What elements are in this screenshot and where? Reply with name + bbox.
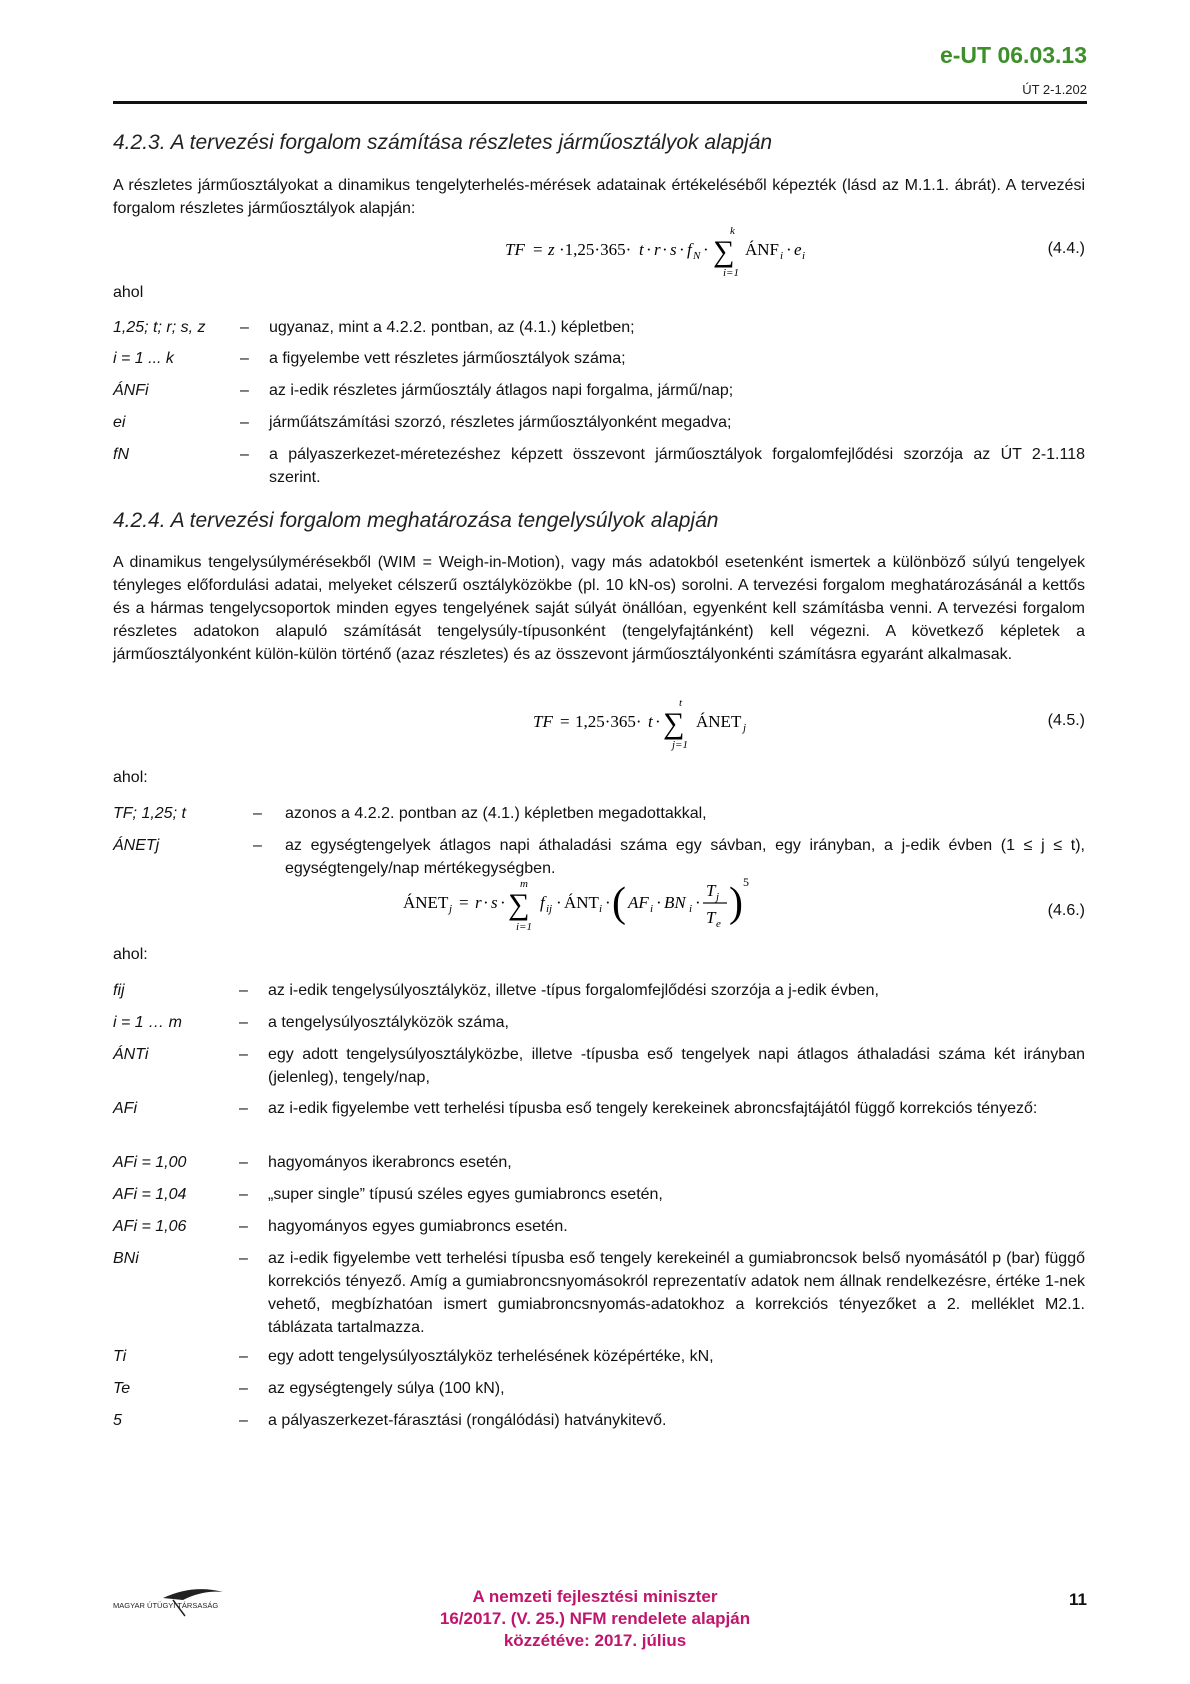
definition-text: az i-edik tengelysúlyosztályköz, illetve -típus forgalomfejlődési szorzója a j-edik évben, xyxy=(268,982,879,999)
svg-text:∑: ∑ xyxy=(713,235,735,268)
svg-text:t: t xyxy=(648,712,653,731)
definition-symbol: ei xyxy=(113,414,126,431)
svg-text:j: j xyxy=(449,903,453,915)
svg-text:BN: BN xyxy=(664,893,686,912)
definition-text: az i-edik részletes járműosztály átlagos napi forgalma, jármű/nap; xyxy=(269,382,734,399)
equation-number-4-4: (4.4.) xyxy=(1047,240,1085,257)
definition-text: az egységtengelyek átlagos napi áthaladási száma egy sávban, egy irányban, a j-edik évben (1 ≤ j ≤ t), egységtengely/nap mértékegységben. xyxy=(285,837,1085,877)
definition-symbol: AFi = 1,00 xyxy=(113,1154,187,1171)
equation-4-5 xyxy=(113,696,1085,766)
svg-text:·: · xyxy=(679,240,685,259)
equation-number-4-5: (4.5.) xyxy=(1047,712,1085,729)
svg-text:·: · xyxy=(556,893,562,912)
svg-text:j: j xyxy=(743,722,747,734)
header-rule xyxy=(113,101,1087,104)
svg-text:k: k xyxy=(730,225,735,237)
svg-text:e: e xyxy=(716,918,721,930)
svg-text:·: · xyxy=(786,240,792,259)
svg-text:5: 5 xyxy=(743,875,749,889)
where-label: ahol: xyxy=(113,769,148,786)
definition-symbol: 1,25; t; r; s, z xyxy=(113,319,206,336)
svg-text:m: m xyxy=(520,878,528,890)
where-label: ahol xyxy=(113,284,144,301)
svg-text:=: = xyxy=(459,893,469,912)
where-label: ahol: xyxy=(113,946,148,963)
svg-text:·: · xyxy=(703,240,709,259)
svg-text:·: · xyxy=(605,893,611,912)
svg-text:T: T xyxy=(706,908,716,927)
definition-symbol: ÁNTi xyxy=(113,1046,149,1063)
footer-publication-note: A nemzeti fejlesztési miniszter 16/2017. (V. 25.) NFM rendelete alapján közzétéve: 2017. július xyxy=(439,1587,751,1650)
definition-text: egy adott tengelysúlyosztályközbe, illetve -típusba eső tengelyek napi átlagos áthaladási száma két irányban (jelenleg), tengely/nap, xyxy=(268,1046,1085,1086)
svg-text:r: r xyxy=(475,893,482,912)
svg-text:ÁNF: ÁNF xyxy=(745,240,780,259)
svg-text:TF: TF xyxy=(505,240,525,259)
svg-text:f: f xyxy=(540,893,545,912)
definition-symbol: AFi xyxy=(113,1100,137,1117)
svg-text:·: · xyxy=(656,893,662,912)
svg-text:N: N xyxy=(693,250,701,262)
definition-symbol: fij xyxy=(113,982,125,999)
definition-text: járműátszámítási szorzó, részletes járműosztályonként megadva; xyxy=(269,414,732,431)
definition-symbol: BNi xyxy=(113,1250,139,1267)
definition-text: az i-edik figyelembe vett terhelési típusba eső tengely kerekeinél a gumiabroncsok belső nyomásától p (bar) függő korrekciós tényező. Amíg a gumiabroncsnyomásokról reprezentatív adatok nem állnak rendelkezésre, értéke 1-nek vehető, megbízhatóan ismert gumiabroncsnyomás-adatokhoz a korrekciós tényezőket a 2. melléklet M2.1. táblázata tartalmazza. xyxy=(268,1250,1085,1336)
svg-text:·1,25·365·: ·1,25·365· xyxy=(559,240,632,259)
road-society-logo-icon xyxy=(113,1582,263,1622)
equation-4-6 xyxy=(113,868,1085,938)
svg-text:ÁNT: ÁNT xyxy=(564,893,599,912)
svg-text:i: i xyxy=(650,903,654,915)
svg-text:∑: ∑ xyxy=(508,888,530,921)
svg-text:ÁNET: ÁNET xyxy=(696,712,742,731)
svg-text:i: i xyxy=(599,903,603,915)
svg-text:T: T xyxy=(706,881,716,900)
svg-text:t: t xyxy=(679,697,683,709)
definition-text: a tengelysúlyosztályközök száma, xyxy=(268,1014,509,1031)
svg-text:=: = xyxy=(533,240,543,259)
document-standard-number: ÚT 2-1.202 xyxy=(1022,82,1087,97)
svg-text:r: r xyxy=(654,240,661,259)
definition-text: hagyományos egyes gumiabroncs esetén. xyxy=(268,1218,568,1235)
svg-text:·: · xyxy=(483,893,489,912)
svg-text:i: i xyxy=(689,903,693,915)
definition-symbol: 5 xyxy=(113,1412,122,1429)
svg-text:f: f xyxy=(687,240,692,259)
definition-text: a pályaszerkezet-fárasztási (rongálódási) hatványkitevő. xyxy=(268,1412,667,1429)
definition-symbol: TF; 1,25; t xyxy=(113,805,186,822)
definition-symbol: Te xyxy=(113,1380,131,1397)
definition-text: ugyanaz, mint a 4.2.2. pontban, az (4.1.) képletben; xyxy=(269,319,635,336)
svg-text:·: · xyxy=(500,893,506,912)
svg-text:TF: TF xyxy=(533,712,553,731)
svg-text:∑: ∑ xyxy=(663,707,685,740)
svg-text:z: z xyxy=(548,240,555,259)
definition-symbol: ÁNETj xyxy=(113,837,160,854)
section-4-2-3-intro: A részletes járműosztályokat a dinamikus tengelyterhelés-mérések adatainak értékeléséből képezték (lásd az M.1.1. ábrát). A tervezési forgalom részletes járműosztályok alapján: xyxy=(113,177,1085,217)
svg-text:i: i xyxy=(802,250,806,262)
svg-text:i=1: i=1 xyxy=(723,267,739,279)
definition-symbol: i = 1 … m xyxy=(113,1014,182,1031)
definition-text: az i-edik figyelembe vett terhelési típusba eső tengely kerekeinek abroncsfajtájától függő korrekciós tényező: xyxy=(268,1100,1038,1117)
section-4-2-4-intro: A dinamikus tengelysúlymérésekből (WIM = Weigh-in-Motion), vagy más adatokból esetenként ismertek a különböző súlyú tengelyek tényleges előfordulási adatai, melyeket célszerű osztályközökbe (pl. 10 kN-os) sorolni. A tervezési forgalom meghatározásánál a kettős és a hármas tengelycsoportok minden egyes tengelyének saját súlyát önállóan, egyenként kell számításba venni. A tervezési forgalom részletes adatokon alapuló számítását tengelysúly-típusonként (tengelyfajtánként) kell végezni. A következő képletek a járműosztályonként külön-külön történő (azaz részletes) és az összevont járműosztályonkénti számításra egyaránt alkalmasak. xyxy=(113,554,1085,663)
svg-text:i: i xyxy=(780,250,784,262)
equation-number-4-6: (4.6.) xyxy=(1047,902,1085,919)
definition-text: a figyelembe vett részletes járműosztályok száma; xyxy=(269,350,626,367)
svg-text:1,25·365·: 1,25·365· xyxy=(575,712,642,731)
svg-text:j: j xyxy=(716,891,720,903)
definition-text: „super single” típusú széles egyes gumiabroncs esetén, xyxy=(268,1186,663,1203)
svg-text:t: t xyxy=(639,240,644,259)
definition-symbol: AFi = 1,04 xyxy=(113,1186,187,1203)
definition-text: a pályaszerkezet-méretezéshez képzett összevont járműosztályok forgalomfejlődési szorzója az ÚT 2-1.118 szerint. xyxy=(269,446,1085,486)
definition-text: azonos a 4.2.2. pontban az (4.1.) képletben megadottakkal, xyxy=(285,805,707,822)
page-number: 11 xyxy=(1069,1590,1087,1609)
definition-symbol: fN xyxy=(113,446,129,463)
svg-text:·: · xyxy=(655,712,661,731)
svg-text:AF: AF xyxy=(628,893,649,912)
svg-text:·: · xyxy=(646,240,652,259)
definition-text: hagyományos ikerabroncs esetén, xyxy=(268,1154,512,1171)
svg-text:(: ( xyxy=(612,880,626,926)
svg-text:e: e xyxy=(794,240,802,259)
society-logo xyxy=(113,1582,263,1622)
definition-symbol: Ti xyxy=(113,1348,127,1365)
formula-tf-axle xyxy=(113,696,913,766)
svg-text:·: · xyxy=(662,240,668,259)
svg-text:=: = xyxy=(560,712,570,731)
document-code: e-UT 06.03.13 xyxy=(939,42,1087,68)
definition-symbol: AFi = 1,06 xyxy=(113,1218,187,1235)
definition-text: az egységtengely súlya (100 kN), xyxy=(268,1380,505,1397)
svg-text:ÁNET: ÁNET xyxy=(403,893,449,912)
equation-4-4 xyxy=(113,224,1085,294)
definition-symbol: i = 1 ... k xyxy=(113,350,174,367)
section-heading-4-2-3: 4.2.3. A tervezési forgalom számítása részletes járműosztályok alapján xyxy=(113,131,773,154)
formula-anet xyxy=(113,868,913,948)
logo-text: MAGYAR ÚTÜGYI TÁRSASÁG xyxy=(113,1601,219,1610)
svg-text:): ) xyxy=(729,880,743,926)
svg-text:ij: ij xyxy=(546,903,553,915)
svg-text:s: s xyxy=(670,240,677,259)
formula-tf-detailed xyxy=(113,224,913,294)
document-page: e-UT 06.03.13 ÚT 2-1.202 4.2.3. A tervezési forgalom számítása részletes járműosztályok alapján A részletes járműosztályokat a dinamikus tengelyterhelés-mérések adatainak értékeléséből képezték (lásd az M.1.1. ábrát). A tervezési forgalom részletes járműosztályok alapján: TF = z ·1,25·365· t · r · s · f N · ∑ k i=1 ÁNF i · e i (4.4.) ahol 1,25; t; r; s, z – ugyanaz, mint a 4.2.2. pontban, az (4.1.) képletben; i = 1 ... k – a figyelembe vett részletes járműosztályok száma; ÁNFi – az i-edik részletes járműosztály átlagos napi forgalma, jármű/nap; ei – járműátszámítási szorzó, részletes járműosztályonként megadva; fN – a pályaszerkezet-méretezéshez képzett összevont járműosztályok forgalomfejlődési szorzója az ÚT 2-1.118 szerint. 4.2.4. A tervezési forgalom meghatározása tengelysúlyok alapján A dinamikus tengelysúlymérésekből (WIM = Weigh-in-Motion), vagy más adatokból esetenként ismertek a különböző súlyú tengelyek tényleges előfordulási adatai, melyeket célszerű osztályközökbe (pl. 10 kN-os) sorolni. A tervezési forgalom meghatározásánál a kettős és a hármas tengelycsoportok minden egyes tengelyének saját súlyát önállóan, egyenként kell számításba venni. A tervezési forgalom részletes adatokon alapuló számítását tengelysúly-típusonként (tengelyfajtánként) kell végezni. A következő képletek a járműosztályonként külön-külön történő (azaz részletes) és az összevont járműosztályonkénti számításra egyaránt alkalmasak. TF = 1,25·365· t · ∑ t j=1 ÁNET j (4.5.) ahol: TF; 1,25; t – azonos a 4.2.2. pontban az (4.1.) képletben megadottakkal, ÁNETj – az egységtengelyek átlagos napi áthaladási száma egy sávban, egy irányban, a j-edik évben (1 ≤ j ≤ t), egységtengely/nap mértékegységben. ÁNET j = r · s · ∑ m i=1 f ij · ÁNT i · ( AF i · BN i · T j T e ) 5 (4.6.) ahol: fij – az i-edik tengelysúlyosztályköz, illetve -típus forgalomfejlődési szorzója a j-edik évben, i = 1 … m – a tengelysúlyosztályközök száma, ÁNTi – egy adott tengelysúlyosztályközbe, illetve -típusba eső tengelyek napi átlagos áthaladási száma két irányban (jelenleg), tengely/nap, AFi – az i-edik figyelembe vett terhelési típusba eső tengely kerekeinek abroncsfajtájától függő korrekciós tényező: AFi = 1,00 – hagyományos ikerabroncs esetén, AFi = 1,04 – „super single” típusú széles egyes gumiabroncs esetén, AFi = 1,06 – hagyományos egyes gumiabroncs esetén. BNi – az i-edik figyelembe vett terhelési típusba eső tengely kerekeinél a gumiabroncsok belső nyomásától p (bar) függő korrekciós tényező. Amíg a gumiabroncsnyomásokról reprezentatív adatok nem állnak rendelkezésre, értéke 1-nek vehető, megbízhatóan ismert gumiabroncsnyomás-adatokhoz a korrekciós tényezőket a 2. melléklet M2.1. táblázata tartalmazza. Ti – egy adott tengelysúlyosztályköz terhelésének középértéke, kN, Te – az egységtengely súlya (100 kN), 5 – a pályaszerkezet-fárasztási (rongálódási) hatványkitevő. MAGYAR ÚTÜGYI TÁRSASÁG A nemzeti fejlesztési miniszter 16/2017. (V. 25.) NFM rendelete alapján közzétéve: 2017. július 11 xyxy=(113,42,1087,1650)
definition-symbol: ÁNFi xyxy=(113,382,149,399)
svg-text:·: · xyxy=(695,893,701,912)
svg-text:j=1: j=1 xyxy=(672,739,688,751)
svg-text:s: s xyxy=(491,893,498,912)
svg-text:i=1: i=1 xyxy=(516,921,532,933)
section-heading-4-2-4: 4.2.4. A tervezési forgalom meghatározása tengelysúlyok alapján xyxy=(113,509,719,532)
definition-text: egy adott tengelysúlyosztályköz terhelésének középértéke, kN, xyxy=(268,1348,714,1365)
